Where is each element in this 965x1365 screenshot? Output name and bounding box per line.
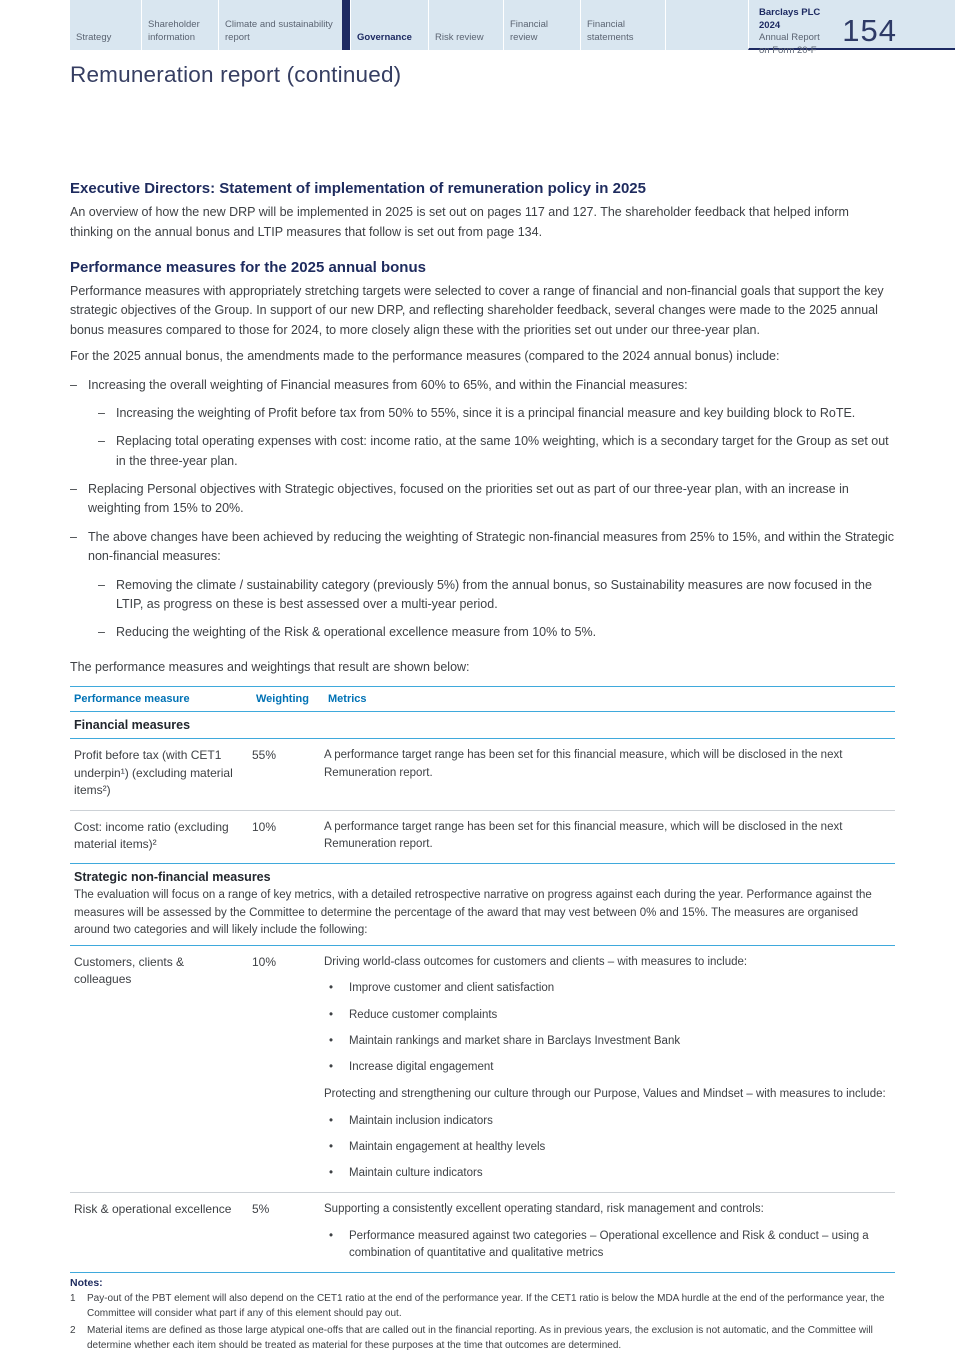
tab-climate-sustainability[interactable]	[218, 0, 342, 50]
section-description: The evaluation will focus on a range of key metrics, with a detailed retrospective narrative on progress against each during the year. Performance against the measures will be assessed by the Committee to determine the percentage of the award that may vest between 0% and 15%. The measures are organised around two categories and will likely include the following:	[74, 889, 872, 936]
header-spacer	[665, 0, 748, 50]
list-item-text: Reducing the weighting of the Risk & operational excellence measure from 10% to 5%.	[116, 625, 597, 640]
list-item	[98, 432, 895, 471]
column-header-performance-measure: Performance measure	[74, 693, 190, 706]
metric-bullet-text: Reduce customer complaints	[349, 1008, 498, 1021]
metric-bullet	[324, 1228, 891, 1263]
note-item	[70, 1291, 895, 1321]
metric-bullet-text: Maintain inclusion indicators	[349, 1114, 493, 1127]
list-item	[70, 480, 895, 519]
performance-measures-heading: Performance measures for the 2025 annual bonus	[70, 258, 426, 276]
list-item-text: Increasing the overall weighting of Financial measures from 60% to 65%, and within the Financial measures:	[88, 377, 688, 392]
table-row	[70, 811, 895, 865]
metric-bullet-text: Increase digital engagement	[349, 1061, 494, 1074]
report-nav-header	[70, 0, 955, 56]
section-title: Strategic non-financial measures	[74, 870, 271, 885]
bullet-marker: •	[329, 1114, 334, 1127]
tab-strategy[interactable]	[70, 0, 141, 50]
list-item	[98, 623, 895, 642]
tab-governance[interactable]	[350, 0, 428, 50]
page-content	[70, 50, 895, 1353]
dash-marker: –	[70, 482, 77, 496]
section-row-financial-measures	[70, 712, 895, 739]
tab-shareholder-information[interactable]	[141, 0, 218, 50]
metric-bullet-text: Improve customer and client satisfaction	[349, 982, 555, 995]
section-title: Financial measures	[74, 718, 191, 733]
tab-label: Financial statements	[587, 19, 634, 43]
weighting-cell: 10%	[252, 819, 277, 834]
note-text: Pay-out of the PBT element will also depend on the CET1 ratio at the end of the performance year. If the CET1 ratio is below the MDA hurdle at the end of the performance year, the Committee will consider what part if any of this element should pay out.	[87, 1293, 885, 1320]
dash-marker: –	[98, 405, 105, 420]
metrics-intro: Supporting a consistently excellent operating standard, risk management and controls:	[324, 1203, 764, 1216]
measure-cell: Profit before tax (with CET1 underpin¹) (excluding material items²)	[74, 748, 233, 798]
page-number: 154	[842, 12, 897, 48]
measure-cell: Risk & operational excellence	[74, 1202, 232, 1217]
bullet-marker: •	[329, 1229, 334, 1242]
section-row-strategic-measures	[70, 864, 895, 946]
note-number: 1	[70, 1293, 76, 1305]
metric-bullet	[324, 1059, 891, 1076]
bullet-marker: •	[329, 1140, 334, 1153]
list-item-text: Removing the climate / sustainability category (previously 5%) from the annual bonus, so Sustainability measures are now focused in the LTIP, as progress on these is best assessed over a multi-year period.	[116, 577, 872, 611]
tab-label: Governance	[357, 31, 412, 43]
metrics-intro: Protecting and strengthening our culture through our Purpose, Values and Mindset – with measures to include:	[324, 1088, 886, 1101]
weighting-cell: 55%	[252, 748, 277, 763]
list-item-text: Increasing the weighting of Profit before tax from 50% to 55%, since it is a principal financial measure and key building block to RoTE.	[116, 405, 856, 420]
exec-directors-paragraph: An overview of how the new DRP will be implemented in 2025 is set out on pages 117 and 127. The shareholder feedback that helped inform thinking on the annual bonus and LTIP measures that follow is set out from page 134.	[70, 205, 849, 239]
metrics-cell	[324, 1201, 895, 1262]
metric-bullet	[324, 1165, 891, 1182]
table-row	[70, 1193, 895, 1273]
metric-bullet-text: Performance measured against two categories – Operational excellence and Risk & conduct – using a combination of quantitative and qualitative metrics	[349, 1229, 869, 1259]
metric-bullet-text: Maintain rankings and market share in Barclays Investment Bank	[349, 1034, 681, 1047]
list-item-text: Replacing Personal objectives with Strategic objectives, focused on the priorities set out as part of our three-year plan, with an increase in weighting from 15% to 20%.	[88, 482, 849, 516]
metric-bullet	[324, 1113, 891, 1130]
weighting-cell: 10%	[252, 955, 277, 970]
tab-label: Financial review	[510, 19, 549, 43]
performance-measures-paragraph: Performance measures with appropriately stretching targets were selected to cover a range of financial and non-financial goals that support the key strategic objectives of the Group. In support of our new DRP, and reflecting shareholder feedback, several changes were made to the 2025 annual bonus measures compared to those for 2024, to more closely align these with the priorities set out under our three-year plan.	[70, 283, 884, 337]
tab-financial-review[interactable]	[503, 0, 580, 50]
metric-bullet	[324, 980, 891, 997]
list-item-text: The above changes have been achieved by reducing the weighting of Strategic non-financial measures from 25% to 15%, and within the Strategic non-financial measures:	[88, 529, 895, 564]
dash-marker: –	[98, 625, 105, 640]
bullet-marker: •	[329, 1008, 334, 1021]
page-title: Remuneration report (continued)	[70, 62, 402, 87]
metrics-intro: Driving world-class outcomes for customers and clients – with measures to include:	[324, 956, 748, 969]
column-header-metrics: Metrics	[328, 693, 367, 706]
list-item	[70, 528, 895, 567]
performance-measures-table	[70, 686, 895, 1273]
tab-label: Strategy	[76, 31, 112, 43]
dash-marker: –	[98, 577, 105, 592]
brand-title: Barclays PLC 2024	[759, 7, 821, 31]
dash-marker: –	[70, 529, 77, 544]
measure-cell: Customers, clients & colleagues	[74, 955, 185, 987]
metrics-cell: A performance target range has been set for this financial measure, which will be disclosed in the next Remuneration report.	[324, 749, 843, 779]
bullet-marker: •	[329, 1061, 334, 1074]
tab-label: Risk review	[435, 31, 484, 43]
table-lead-in: The performance measures and weightings that result are shown below:	[70, 659, 470, 674]
dash-marker: –	[98, 434, 105, 449]
metric-bullet-text: Maintain engagement at healthy levels	[349, 1140, 546, 1153]
metric-bullet	[324, 1007, 891, 1024]
note-item	[70, 1323, 895, 1353]
list-item	[70, 376, 895, 395]
bullet-marker: •	[329, 1167, 334, 1180]
weighting-cell: 5%	[252, 1202, 270, 1217]
tab-label: Shareholder information	[148, 19, 200, 43]
active-tab-marker	[342, 0, 350, 50]
table-row	[70, 946, 895, 1193]
metric-bullet	[324, 1139, 891, 1156]
notes-heading: Notes:	[70, 1277, 103, 1290]
report-brand-text	[759, 7, 842, 56]
metrics-cell: A performance target range has been set for this financial measure, which will be disclosed in the next Remuneration report.	[324, 820, 843, 850]
tab-label: Climate and sustainability report	[225, 19, 333, 43]
list-item	[98, 404, 895, 423]
list-item	[98, 576, 895, 615]
tab-risk-review[interactable]	[428, 0, 503, 50]
exec-directors-heading: Executive Directors: Statement of implementation of remuneration policy in 2025	[70, 180, 646, 197]
brand-subtitle-2: on Form 20-F	[759, 44, 817, 56]
amendments-list	[70, 376, 895, 643]
report-brand-block	[748, 0, 955, 56]
metric-bullet-text: Maintain culture indicators	[349, 1167, 483, 1180]
metrics-cell	[324, 954, 895, 1182]
note-number: 2	[70, 1325, 76, 1337]
measure-cell: Cost: income ratio (excluding material items)²	[74, 819, 229, 851]
table-row	[70, 739, 895, 810]
bullet-marker: •	[329, 1034, 334, 1047]
metric-bullet	[324, 1033, 891, 1050]
note-text: Material items are defined as those large atypical one-offs that are called out in the financial reporting. As in previous years, the exclusion is not automatic, and the Committee will determine whether each item should be treated as material for these purposes at the time that outcomes are determined.	[87, 1325, 873, 1352]
tab-financial-statements[interactable]	[580, 0, 665, 50]
bullet-marker: •	[329, 982, 334, 995]
table-header-row	[70, 687, 895, 712]
dash-marker: –	[70, 377, 77, 392]
amendments-intro: For the 2025 annual bonus, the amendments made to the performance measures (compared to the 2024 annual bonus) include:	[70, 348, 780, 363]
list-item-text: Replacing total operating expenses with cost: income ratio, at the same 10% weighting, which is a secondary target for the Group as set out in the three-year plan.	[116, 434, 889, 468]
brand-subtitle-1: Annual Report	[759, 32, 820, 44]
column-header-weighting: Weighting	[256, 693, 309, 706]
